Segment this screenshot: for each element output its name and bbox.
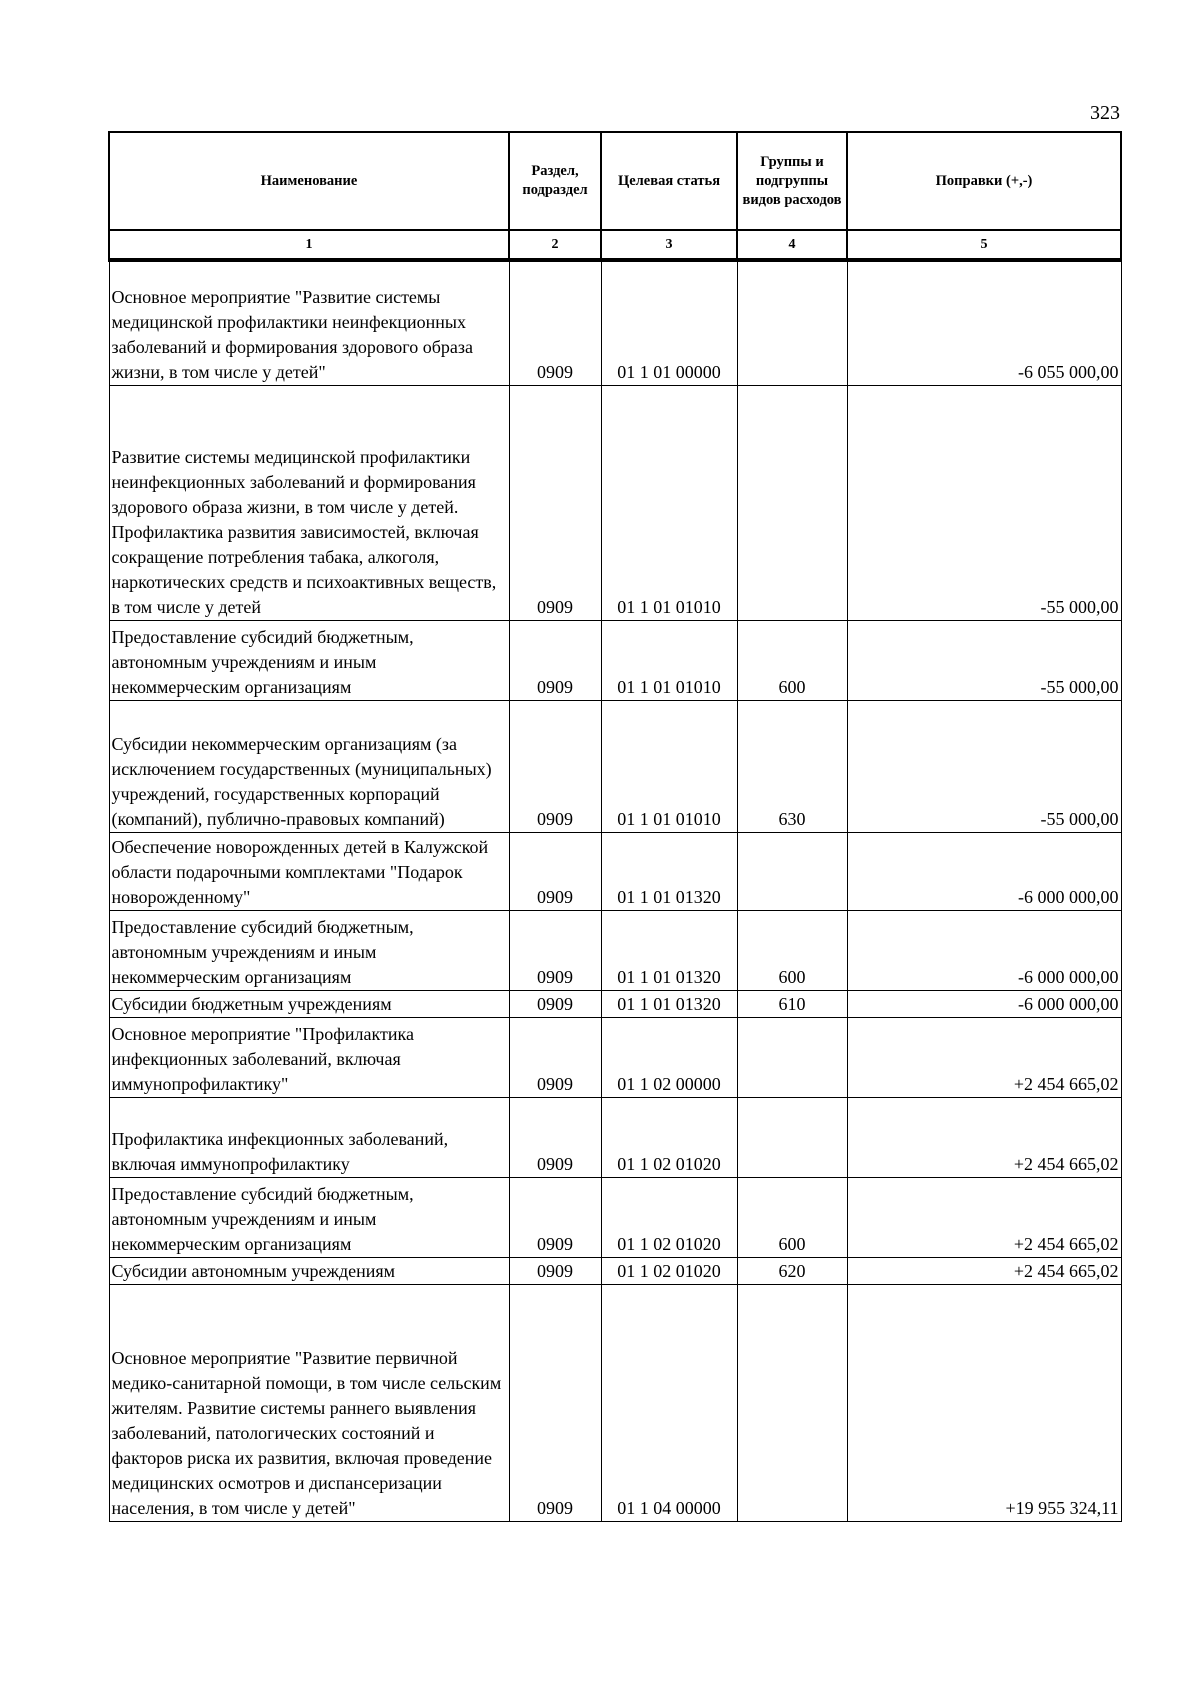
row-target: 01 1 02 01020 [601,1097,737,1177]
row-target: 01 1 01 01010 [601,385,737,620]
header-target: Целевая статья [601,132,737,230]
row-amount: -55 000,00 [847,385,1121,620]
column-number: 1 [109,230,509,260]
column-number: 3 [601,230,737,260]
table-row [109,1284,1121,1521]
row-target: 01 1 01 01320 [601,910,737,990]
row-section: 0909 [509,990,601,1017]
row-name: Развитие системы медицинской профилактики неинфекционных заболеваний и формирования здорового образа жизни, в том числе у детей. Профилактика развития зависимостей, включая сокращение потребления табака, алкоголя, наркотических средств и психоактивных веществ, в том числе у детей [109,385,509,620]
row-section: 0909 [509,385,601,620]
row-name: Основное мероприятие "Развитие системы медицинской профилактики неинфекционных заболеваний и формирования здорового образа жизни, в том числе у детей" [109,260,509,385]
row-type: 600 [737,910,847,990]
row-amount: -6 000 000,00 [847,990,1121,1017]
row-target: 01 1 04 00000 [601,1284,737,1521]
row-amount: +19 955 324,11 [847,1284,1121,1521]
row-name: Субсидии бюджетным учреждениям [109,990,509,1017]
row-section: 0909 [509,700,601,832]
row-target: 01 1 02 01020 [601,1177,737,1257]
row-name: Предоставление субсидий бюджетным, автономным учреждениям и иным некоммерческим организациям [109,1177,509,1257]
row-amount: -55 000,00 [847,620,1121,700]
row-section: 0909 [509,1017,601,1097]
row-amount: -6 000 000,00 [847,910,1121,990]
row-amount: +2 454 665,02 [847,1257,1121,1284]
row-name: Предоставление субсидий бюджетным, автономным учреждениям и иным некоммерческим организациям [109,910,509,990]
row-type [737,1284,847,1521]
row-section: 0909 [509,1097,601,1177]
row-target: 01 1 01 01320 [601,990,737,1017]
row-section: 0909 [509,1177,601,1257]
row-section: 0909 [509,260,601,385]
row-name: Предоставление субсидий бюджетным, автономным учреждениям и иным некоммерческим организациям [109,620,509,700]
header-section: Раздел, подраздел [509,132,601,230]
row-target: 01 1 01 01010 [601,700,737,832]
row-name: Основное мероприятие "Профилактика инфекционных заболеваний, включая иммунопрофилактику" [109,1017,509,1097]
table-row [109,1017,1121,1097]
column-number: 4 [737,230,847,260]
row-type [737,385,847,620]
row-section: 0909 [509,832,601,910]
table-row [109,260,1121,385]
row-name: Субсидии некоммерческим организациям (за исключением государственных (муниципальных) учреждений, государственных корпораций (компаний), публично-правовых компаний) [109,700,509,832]
row-type [737,832,847,910]
header-amount: Поправки (+,-) [847,132,1121,230]
page-number: 323 [1090,102,1120,124]
column-number: 2 [509,230,601,260]
row-section: 0909 [509,1284,601,1521]
row-name: Основное мероприятие "Развитие первичной медико-санитарной помощи, в том числе сельским жителям. Развитие системы раннего выявления заболеваний, патологических состояний и факторов риска их развития, включая проведение медицинских осмотров и диспансеризации населения, в том числе у детей" [109,1284,509,1521]
table-row [109,620,1121,700]
table-row [109,385,1121,620]
row-target: 01 1 01 00000 [601,260,737,385]
row-type: 620 [737,1257,847,1284]
column-number-row [109,230,1121,260]
table-row [109,990,1121,1017]
row-type: 630 [737,700,847,832]
row-amount: -6 000 000,00 [847,832,1121,910]
budget-table [108,131,1122,1522]
row-amount: -6 055 000,00 [847,260,1121,385]
row-amount: -55 000,00 [847,700,1121,832]
row-section: 0909 [509,910,601,990]
row-target: 01 1 01 01010 [601,620,737,700]
row-section: 0909 [509,1257,601,1284]
header-row [109,132,1121,230]
row-amount: +2 454 665,02 [847,1017,1121,1097]
row-amount: +2 454 665,02 [847,1177,1121,1257]
row-type: 600 [737,620,847,700]
row-section: 0909 [509,620,601,700]
table-row [109,910,1121,990]
header-name: Наименование [109,132,509,230]
row-target: 01 1 02 00000 [601,1017,737,1097]
table-row [109,700,1121,832]
table-row [109,832,1121,910]
row-type [737,260,847,385]
row-target: 01 1 01 01320 [601,832,737,910]
row-name: Профилактика инфекционных заболеваний, включая иммунопрофилактику [109,1097,509,1177]
row-type: 600 [737,1177,847,1257]
table-row [109,1177,1121,1257]
column-number: 5 [847,230,1121,260]
row-type [737,1097,847,1177]
table-row [109,1257,1121,1284]
row-type [737,1017,847,1097]
row-name: Субсидии автономным учреждениям [109,1257,509,1284]
row-type: 610 [737,990,847,1017]
row-name: Обеспечение новорожденных детей в Калужской области подарочными комплектами "Подарок новорожденному" [109,832,509,910]
table-row [109,1097,1121,1177]
row-target: 01 1 02 01020 [601,1257,737,1284]
header-expense-type: Группы и подгруппы видов расходов [737,132,847,230]
row-amount: +2 454 665,02 [847,1097,1121,1177]
